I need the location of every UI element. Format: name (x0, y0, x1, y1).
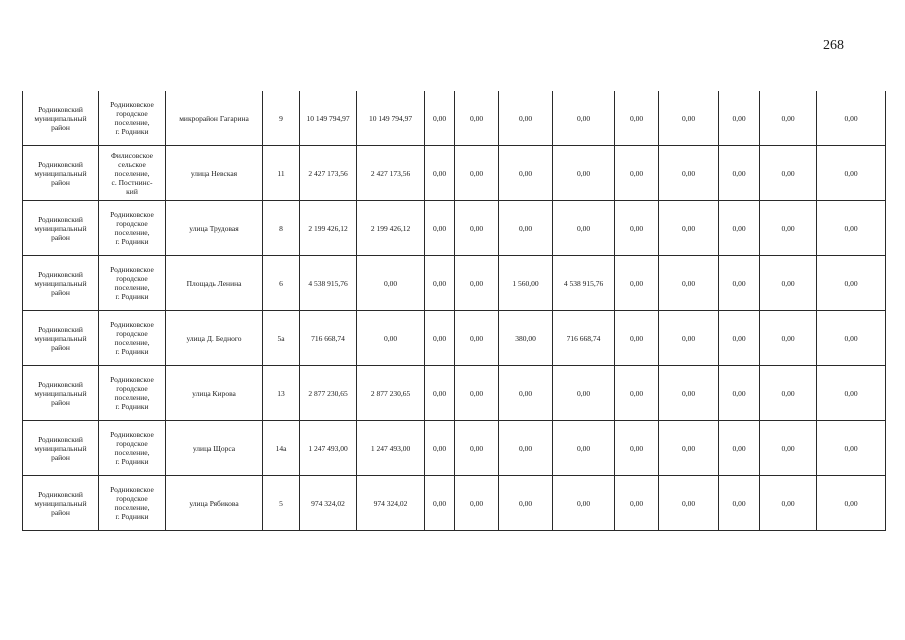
district-cell-line: муниципальный (34, 223, 87, 233)
amount-cell: 0,00 (425, 146, 455, 201)
amount-cell: 10 149 794,97 (300, 91, 357, 146)
amount-cell: 380,00 (499, 311, 553, 366)
amount-cell: 0,00 (817, 311, 886, 366)
amount-cell: 974 324,02 (357, 476, 425, 531)
settlement-cell (99, 91, 166, 146)
amount-cell: 0,00 (455, 256, 499, 311)
settlement-cell-line: городское (116, 384, 148, 393)
district-cell-line: муниципальный (34, 498, 87, 508)
settlement-cell-line: Филисовское (110, 150, 154, 160)
amount-cell: 0,00 (817, 366, 886, 421)
amount-cell: 0,00 (615, 366, 659, 421)
district-cell-line: Родниковский (38, 214, 83, 224)
housing-registry-table (22, 91, 886, 531)
district-cell-line: Родниковский (38, 489, 83, 499)
amount-cell: 0,00 (455, 476, 499, 531)
settlement-cell-line: городское (116, 329, 148, 338)
amount-cell: 0,00 (553, 146, 615, 201)
district-cell-line: муниципальный (34, 278, 87, 288)
amount-cell: 0,00 (659, 366, 719, 421)
amount-cell: 0,00 (615, 311, 659, 366)
registry-body (23, 91, 886, 531)
district-cell-line: район (51, 507, 70, 517)
district-cell-line: район (51, 397, 70, 407)
settlement-cell-line: поселение, (114, 393, 150, 402)
district-cell-line: Родниковский (38, 269, 83, 279)
page-number: 268 (823, 38, 844, 53)
district-cell-line: Родниковский (38, 324, 83, 334)
settlement-cell-line: поселение, (114, 503, 150, 512)
amount-cell: 716 668,74 (553, 311, 615, 366)
amount-cell: 716 668,74 (300, 311, 357, 366)
amount-cell: 0,00 (455, 91, 499, 146)
amount-cell: 0,00 (455, 201, 499, 256)
settlement-cell (99, 421, 166, 476)
amount-cell: 0,00 (615, 476, 659, 531)
district-cell (23, 311, 99, 366)
amount-cell: 0,00 (615, 201, 659, 256)
street-cell: микрорайон Гагарина (166, 91, 263, 146)
district-cell-line: муниципальный (34, 113, 87, 123)
district-cell-line: муниципальный (34, 443, 87, 453)
street-cell: улица Трудовая (166, 201, 263, 256)
district-cell-line: район (51, 342, 70, 352)
amount-cell: 0,00 (455, 421, 499, 476)
district-cell-line: муниципальный (34, 168, 87, 178)
settlement-cell-line: г. Родники (115, 402, 149, 411)
amount-cell: 0,00 (659, 476, 719, 531)
settlement-cell-line: Родниковское (110, 265, 154, 274)
amount-cell: 0,00 (760, 476, 817, 531)
settlement-cell-line: поселение, (114, 228, 150, 237)
amount-cell: 0,00 (499, 421, 553, 476)
amount-cell: 0,00 (499, 146, 553, 201)
amount-cell: 0,00 (553, 201, 615, 256)
settlement-cell-line: Родниковское (110, 485, 154, 494)
amount-cell: 0,00 (719, 91, 760, 146)
amount-cell: 4 538 915,76 (300, 256, 357, 311)
amount-cell: 0,00 (455, 146, 499, 201)
table-row (23, 201, 886, 256)
amount-cell: 0,00 (760, 421, 817, 476)
table-row (23, 91, 886, 146)
amount-cell: 10 149 794,97 (357, 91, 425, 146)
amount-cell: 0,00 (659, 146, 719, 201)
table-row (23, 146, 886, 201)
amount-cell: 0,00 (760, 91, 817, 146)
settlement-cell-line: Родниковское (110, 430, 154, 439)
amount-cell: 2 877 230,65 (300, 366, 357, 421)
table-row (23, 311, 886, 366)
amount-cell: 2 427 173,56 (357, 146, 425, 201)
district-cell-line: район (51, 232, 70, 242)
district-cell-line: Родниковский (38, 379, 83, 389)
settlement-cell-line: поселение, (114, 448, 150, 457)
house-number-cell: 9 (263, 91, 300, 146)
district-cell-line: район (51, 122, 70, 132)
street-cell: улица Рябикова (166, 476, 263, 531)
house-number-cell: 11 (263, 146, 300, 201)
amount-cell: 0,00 (659, 256, 719, 311)
house-number-cell: 5 (263, 476, 300, 531)
amount-cell: 0,00 (499, 476, 553, 531)
settlement-cell-line: Родниковское (110, 210, 154, 219)
house-number-cell: 8 (263, 201, 300, 256)
table-row (23, 256, 886, 311)
district-cell-line: район (51, 452, 70, 462)
amount-cell: 0,00 (817, 201, 886, 256)
street-cell: улица Д. Бедного (166, 311, 263, 366)
house-number-cell: 14а (263, 421, 300, 476)
district-cell (23, 146, 99, 201)
amount-cell: 0,00 (553, 476, 615, 531)
settlement-cell-line: кий (126, 186, 138, 196)
amount-cell: 0,00 (719, 146, 760, 201)
amount-cell: 0,00 (719, 421, 760, 476)
amount-cell: 0,00 (357, 311, 425, 366)
amount-cell: 0,00 (499, 201, 553, 256)
settlement-cell-line: г. Родники (115, 457, 149, 466)
amount-cell: 0,00 (425, 421, 455, 476)
amount-cell: 4 538 915,76 (553, 256, 615, 311)
settlement-cell-line: городское (116, 439, 148, 448)
settlement-cell-line: поселение, (114, 168, 150, 178)
amount-cell: 0,00 (719, 311, 760, 366)
settlement-cell (99, 256, 166, 311)
amount-cell: 0,00 (499, 91, 553, 146)
amount-cell: 0,00 (499, 366, 553, 421)
amount-cell: 0,00 (719, 201, 760, 256)
settlement-cell-line: г. Родники (115, 512, 149, 521)
settlement-cell-line: поселение, (114, 118, 150, 127)
amount-cell: 0,00 (817, 476, 886, 531)
amount-cell: 0,00 (425, 476, 455, 531)
amount-cell: 0,00 (615, 421, 659, 476)
district-cell (23, 256, 99, 311)
amount-cell: 0,00 (425, 366, 455, 421)
settlement-cell-line: Родниковское (110, 375, 154, 384)
amount-cell: 0,00 (425, 256, 455, 311)
amount-cell: 974 324,02 (300, 476, 357, 531)
amount-cell: 0,00 (553, 366, 615, 421)
settlement-cell-line: городское (116, 494, 148, 503)
table-row (23, 421, 886, 476)
amount-cell: 0,00 (817, 421, 886, 476)
amount-cell: 0,00 (553, 421, 615, 476)
house-number-cell: 5а (263, 311, 300, 366)
amount-cell: 2 427 173,56 (300, 146, 357, 201)
amount-cell: 0,00 (760, 366, 817, 421)
district-cell-line: муниципальный (34, 388, 87, 398)
amount-cell: 1 560,00 (499, 256, 553, 311)
settlement-cell-line: г. Родники (115, 292, 149, 301)
settlement-cell-line: Родниковское (110, 320, 154, 329)
table-row (23, 366, 886, 421)
house-number-cell: 13 (263, 366, 300, 421)
settlement-cell (99, 201, 166, 256)
street-cell: Площадь Ленина (166, 256, 263, 311)
amount-cell: 0,00 (425, 311, 455, 366)
settlement-cell (99, 476, 166, 531)
amount-cell: 0,00 (760, 146, 817, 201)
district-cell (23, 91, 99, 146)
amount-cell: 0,00 (760, 311, 817, 366)
settlement-cell-line: сельское (118, 159, 146, 169)
amount-cell: 0,00 (553, 91, 615, 146)
street-cell: улица Невская (166, 146, 263, 201)
amount-cell: 0,00 (659, 421, 719, 476)
amount-cell: 2 877 230,65 (357, 366, 425, 421)
amount-cell: 0,00 (719, 476, 760, 531)
district-cell-line: Родниковский (38, 104, 83, 114)
settlement-cell-line: с. Постнинс- (111, 177, 153, 187)
amount-cell: 0,00 (425, 201, 455, 256)
district-cell-line: Родниковский (38, 434, 83, 444)
settlement-cell-line: городское (116, 109, 148, 118)
table-row (23, 476, 886, 531)
district-cell (23, 201, 99, 256)
amount-cell: 0,00 (615, 91, 659, 146)
amount-cell: 0,00 (615, 146, 659, 201)
amount-cell: 1 247 493,00 (300, 421, 357, 476)
district-cell-line: район (51, 287, 70, 297)
settlement-cell-line: г. Родники (115, 237, 149, 246)
amount-cell: 0,00 (659, 201, 719, 256)
district-cell (23, 421, 99, 476)
amount-cell: 0,00 (455, 311, 499, 366)
street-cell: улица Кирова (166, 366, 263, 421)
amount-cell: 0,00 (425, 91, 455, 146)
district-cell-line: муниципальный (34, 333, 87, 343)
amount-cell: 2 199 426,12 (357, 201, 425, 256)
amount-cell: 0,00 (659, 91, 719, 146)
settlement-cell (99, 146, 166, 201)
amount-cell: 0,00 (659, 311, 719, 366)
settlement-cell-line: г. Родники (115, 127, 149, 136)
settlement-cell-line: поселение, (114, 338, 150, 347)
amount-cell: 1 247 493,00 (357, 421, 425, 476)
district-cell (23, 476, 99, 531)
amount-cell: 0,00 (760, 256, 817, 311)
settlement-cell-line: поселение, (114, 283, 150, 292)
settlement-cell-line: городское (116, 274, 148, 283)
amount-cell: 2 199 426,12 (300, 201, 357, 256)
amount-cell: 0,00 (357, 256, 425, 311)
settlement-cell (99, 366, 166, 421)
amount-cell: 0,00 (719, 366, 760, 421)
amount-cell: 0,00 (760, 201, 817, 256)
street-cell: улица Щорса (166, 421, 263, 476)
amount-cell: 0,00 (817, 91, 886, 146)
settlement-cell-line: Родниковское (110, 100, 154, 109)
amount-cell: 0,00 (615, 256, 659, 311)
amount-cell: 0,00 (719, 256, 760, 311)
amount-cell: 0,00 (817, 146, 886, 201)
settlement-cell-line: г. Родники (115, 347, 149, 356)
settlement-cell-line: городское (116, 219, 148, 228)
amount-cell: 0,00 (455, 366, 499, 421)
district-cell (23, 366, 99, 421)
district-cell-line: район (51, 177, 70, 187)
amount-cell: 0,00 (817, 256, 886, 311)
settlement-cell (99, 311, 166, 366)
house-number-cell: 6 (263, 256, 300, 311)
district-cell-line: Родниковский (38, 159, 83, 169)
